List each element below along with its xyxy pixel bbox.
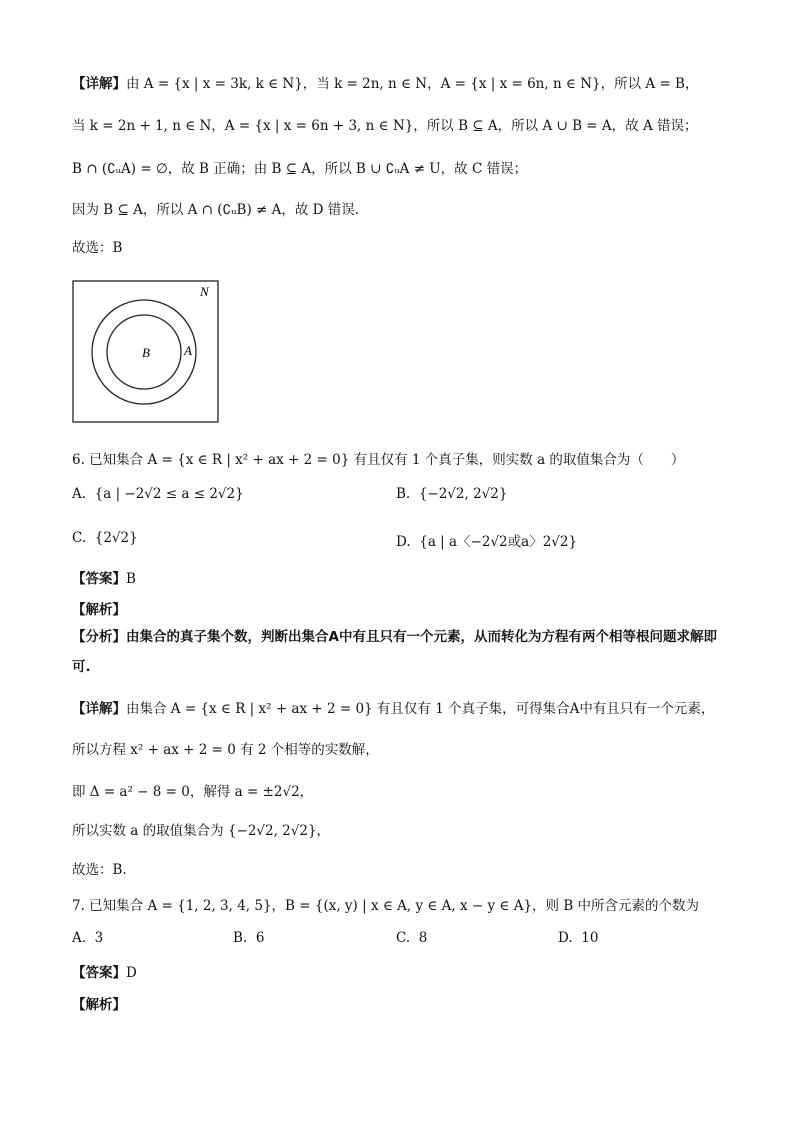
option-letter: D. (558, 930, 573, 946)
q5-detail-line-4: 因为 B ⊆ A，所以 A ∩ (∁ᵤB) ≠ A，故 D 错误. (72, 202, 360, 218)
q7-option-b (233, 930, 264, 946)
label-n: N (200, 284, 209, 299)
answer-tag: 【答案】 (72, 965, 126, 981)
q5-detail-line-1 (72, 72, 698, 92)
option-text: {a | −2√2 ≤ a ≤ 2√2} (94, 486, 244, 502)
q5-detail-line-3: B ∩ (∁ᵤA) = ∅，故 B 正确；由 B ⊆ A，所以 B ∪ ∁ᵤA ≠ U，故 C 错误； (72, 161, 528, 177)
option-letter: B. (233, 930, 248, 946)
option-letter: D. (396, 534, 411, 550)
detail-tag: 【详解】 (72, 76, 126, 92)
option-text: 10 (581, 930, 599, 946)
q5-answer: 故选：B (72, 240, 123, 256)
q7-option-c (396, 930, 427, 946)
label-b: B (142, 345, 150, 360)
option-letter: A. (72, 486, 87, 502)
option-text: {a | a〈−2√2或a〉2√2} (419, 534, 578, 550)
q6-option-b (396, 486, 507, 502)
venn-diagram (72, 280, 220, 424)
q6-answer: B (126, 571, 136, 587)
detail-tag: 【详解】 (72, 701, 126, 717)
q7-option-d (558, 930, 598, 946)
q6-option-a (72, 486, 244, 502)
fenxi-tag: 【分析】 (72, 629, 126, 645)
option-text: {2√2} (94, 530, 138, 546)
q7-option-a (72, 930, 103, 946)
q6-detail-text-1: 由集合 A = {x ∈ R | x² + ax + 2 = 0} 有且仅有 1 个真子集，可得集合A中有且只有一个元素， (126, 701, 715, 717)
label-a: A (184, 343, 192, 358)
q6-analysis-tag (72, 598, 126, 618)
option-text: 3 (94, 930, 104, 946)
option-text: 6 (255, 930, 265, 946)
option-letter: A. (72, 930, 87, 946)
q6-detail-line-3: 即 Δ = a² − 8 = 0，解得 a = ±2√2， (72, 784, 314, 800)
option-text: {−2√2, 2√2} (418, 486, 508, 502)
q6-fenxi-text: 由集合的真子集个数，判断出集合A中有且只有一个元素，从而转化为方程有两个相等根问题求解即可. (72, 629, 717, 675)
q7-answer: D (126, 965, 137, 981)
q6-answer-line (72, 567, 136, 587)
q7-analysis-tag (72, 993, 126, 1013)
q5-detail-line-2: 当 k = 2n + 1, n ∈ N，A = {x | x = 6n + 3, n ∈ N}，所以 B ⊆ A，所以 A ∪ B = A，故 A 错误； (72, 118, 698, 134)
analysis-tag: 【解析】 (72, 602, 126, 618)
q5-detail-text-1: 由 A = {x | x = 3k, k ∈ N}，当 k = 2n, n ∈ N，A = {x | x = 6n, n ∈ N}，所以 A = B， (126, 76, 699, 92)
q6-fenxi (72, 622, 732, 682)
q7-answer-line (72, 961, 137, 981)
answer-tag: 【答案】 (72, 571, 126, 587)
option-letter: C. (72, 530, 87, 546)
q6-option-c (72, 530, 138, 546)
q6-detail-line-2: 所以方程 x² + ax + 2 = 0 有 2 个相等的实数解， (72, 742, 379, 758)
q6-option-d (396, 530, 577, 550)
q6-stem: 6. 已知集合 A = {x ∈ R | x² + ax + 2 = 0} 有且仅有 1 个真子集，则实数 a 的取值集合为（ ） (72, 452, 685, 468)
option-letter: B. (396, 486, 411, 502)
q6-detail-line-1 (72, 697, 714, 717)
q6-detail-line-5: 故选：B. (72, 862, 127, 878)
option-letter: C. (396, 930, 411, 946)
option-text: 8 (418, 930, 428, 946)
q6-detail-line-4: 所以实数 a 的取值集合为 {−2√2, 2√2}， (72, 823, 331, 839)
analysis-tag: 【解析】 (72, 997, 126, 1013)
q7-stem: 7. 已知集合 A = {1, 2, 3, 4, 5}，B = {(x, y) | x ∈ A, y ∈ A, x − y ∈ A}，则 B 中所含元素的个数为 (72, 898, 700, 914)
